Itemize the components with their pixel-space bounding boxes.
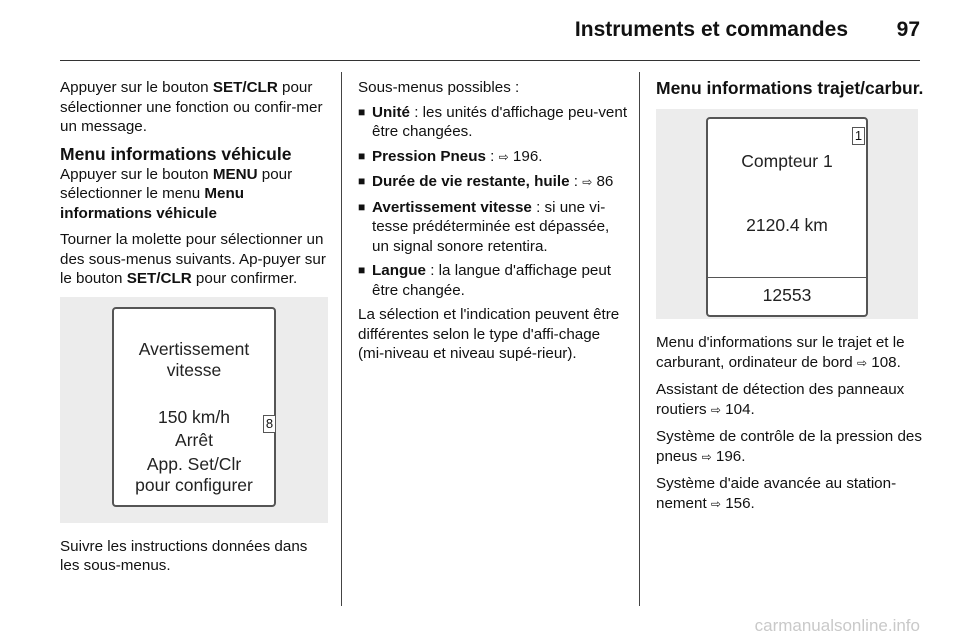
text: pour sélectionner le menu [60,165,293,202]
figure-badge: 1 [852,127,865,145]
text: pour sélectionner une fonction ou confir-mer un message. [60,79,323,135]
paragraph-menu [60,165,328,224]
list-item-text [372,147,630,168]
page-reference: 104. [725,400,755,418]
display-line: 150 km/h [158,406,230,427]
display-line: vitesse [166,359,222,380]
text: Appuyer sur le bouton [60,79,213,96]
text: Assistant de détection des panneaux routiers [656,381,905,418]
display-screen [706,117,868,317]
column-divider-1 [341,72,342,606]
bullet-icon: ■ [358,104,366,119]
header-rule [60,60,920,61]
column-3 [656,78,926,521]
arrow-right-icon: ⇨ [498,149,509,164]
display-line: Arrêt [175,429,213,450]
text: Menu d'informations sur le trajet et le carburant, ordinateur de bord [656,334,905,371]
list-item [358,198,630,257]
text: Système de contrôle de la pression des pneus [656,428,922,465]
paragraph-trip-info [656,333,926,373]
figure-trip-display [656,109,918,319]
list-item [358,103,630,142]
list-item-text [372,103,630,142]
bullet-icon: ■ [358,263,366,277]
set-clr-label: SET/CLR [212,79,278,96]
display-line: 2120.4 km [746,215,828,235]
text: : la langue d'affichage peut être changée. [372,262,612,299]
page-reference: 196. [715,447,746,465]
text: Unité [372,103,410,121]
page-reference: 196. [512,147,543,165]
text: Pression Pneus [372,147,486,165]
section-heading-trip-fuel: Menu informations trajet/carbur. [656,78,924,98]
arrow-right-icon: ⇨ [710,402,721,417]
chapter-title: Instruments et commandes [574,18,848,41]
list-item-text [372,172,630,193]
list-item [358,172,630,193]
section-heading-vehicle-info: Menu informations véhicule [60,143,292,164]
column-divider-2 [639,72,640,606]
list-item-text [372,261,630,300]
set-clr-label: SET/CLR [126,270,192,287]
paragraph-tire-pressure [656,427,926,467]
column-1 [60,78,328,583]
figure-badge: 8 [263,415,276,433]
display-line: 12553 [762,285,812,305]
paragraph-follow: Suivre les instructions données dans les sous-menus. [60,537,308,574]
arrow-right-icon: ⇨ [856,355,868,370]
page-reference: 156. [725,494,755,512]
paragraph-wheel [60,230,328,289]
arrow-right-icon: ⇨ [710,496,721,511]
arrow-right-icon: ⇨ [582,175,593,189]
list-item [358,261,630,300]
text: pour confirmer. [191,270,298,287]
column-2 [358,78,630,371]
display-divider [708,277,866,278]
paragraph-parking-assist [656,474,926,514]
text: Avertissement vitesse [372,198,532,216]
text: Système d'aide avancée au station-nement [656,475,897,512]
text: Langue [372,262,427,279]
text: : [569,173,583,190]
page-reference: 86 [596,173,614,190]
menu-label: MENU [212,165,258,183]
text: : [485,147,499,165]
bullet-icon: ■ [358,174,366,188]
paragraph-sign-detection [656,380,926,420]
arrow-right-icon: ⇨ [701,449,712,464]
page-reference: 108. [871,353,901,371]
list-item-text [372,198,630,257]
display-screen [112,307,276,507]
paragraph-set-clr [60,78,328,137]
display-line: Avertissement [138,338,250,359]
text: : si une vi-tesse prédéterminée est dépassée, un signal sonore retentira. [372,198,610,255]
submenu-intro: Sous-menus possibles : [358,79,520,96]
text: : les unités d'affichage peu-vent être changées. [372,103,628,140]
bullet-icon: ■ [358,148,366,163]
figure-speed-warning-display [60,297,328,523]
display-line: pour configurer [135,474,253,495]
display-line: Compteur 1 [741,151,833,171]
menu-info-label: Menu informations véhicule [60,185,245,222]
bullet-icon: ■ [358,199,366,214]
paragraph-selection: La sélection et l'indication peuvent être différentes selon le type d'affi-chage (mi-niveau et niveau supé-rieur). [358,306,620,362]
list-item [358,147,630,168]
text: Tourner la molette pour sélectionner un des sous-menus suivants. Ap-puyer sur le bouton [60,231,326,287]
display-line: App. Set/Clr [146,453,242,474]
text: Durée de vie restante, huile [372,173,570,190]
watermark: carmanualsonline.info [754,616,920,635]
text: Appuyer sur le bouton [60,165,213,183]
page-number: 97 [896,18,920,41]
